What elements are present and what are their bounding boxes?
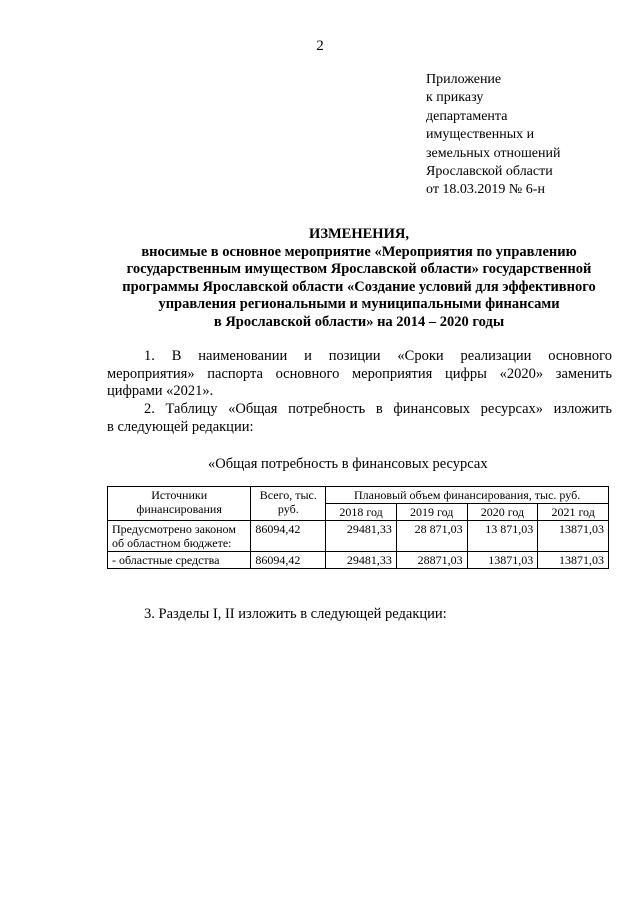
appendix-line: департамента <box>426 108 508 124</box>
header-planned: Плановый объем финансирования, тыс. руб. <box>326 487 609 504</box>
title-line: вносимые в основное мероприятие «Мероприятия по управлению <box>141 243 577 260</box>
financing-table <box>107 486 609 569</box>
cell-value: 28871,03 <box>396 552 467 569</box>
cell-value: 28 871,03 <box>396 521 467 552</box>
paragraph-3: 3. Разделы I, II изложить в следующей редакции: <box>144 606 447 622</box>
cell-total: 86094,42 <box>251 552 326 569</box>
cell-source: - областные средства <box>108 552 251 569</box>
title-line: государственным имуществом Ярославской области» государственной <box>126 261 592 278</box>
header-total: Всего, тыс. руб. <box>251 487 326 521</box>
document-title <box>98 226 620 332</box>
appendix-line: имущественных и <box>426 127 535 143</box>
cell-value: 13871,03 <box>538 521 609 552</box>
title-line: в Ярославской области» на 2014 – 2020 годы <box>213 313 505 330</box>
cell-value: 13871,03 <box>467 552 538 569</box>
paragraph-line: в следующей редакции: <box>107 418 254 435</box>
paragraph-line: мероприятия» паспорта основного мероприятия цифры «2020» заменить <box>107 365 612 382</box>
title-line: управления региональными и муниципальными финансами <box>158 296 560 313</box>
appendix-line: Ярославской области <box>426 164 553 180</box>
cell-total: 86094,42 <box>251 521 326 552</box>
paragraph-2 <box>107 401 612 436</box>
cell-value: 13 871,03 <box>467 521 538 552</box>
table-caption: «Общая потребность в финансовых ресурсах <box>208 456 488 472</box>
title-heading: ИЗМЕНЕНИЯ, <box>309 226 409 242</box>
table-row <box>108 552 609 569</box>
paragraph-line: 2. Таблицу «Общая потребность в финансовых ресурсах» изложить <box>144 401 612 417</box>
cell-value: 29481,33 <box>326 552 397 569</box>
paragraph-line: цифрами «2021». <box>107 383 214 400</box>
appendix-block <box>426 71 626 200</box>
appendix-line: от 18.03.2019 № 6-н <box>426 182 545 198</box>
paragraph-line: 1. В наименовании и позиции «Сроки реализации основного <box>144 348 612 364</box>
appendix-line: Приложение <box>426 72 502 87</box>
cell-source: Предусмотрено законом об областном бюджете: <box>108 521 251 552</box>
cell-value: 29481,33 <box>326 521 397 552</box>
header-year: 2019 год <box>396 504 467 521</box>
header-source: Источники финансирования <box>108 487 251 521</box>
header-year: 2020 год <box>467 504 538 521</box>
header-year: 2018 год <box>326 504 397 521</box>
page-number: 2 <box>316 38 324 54</box>
title-line: программы Ярославской области «Создание условий для эффективного <box>122 278 596 295</box>
appendix-line: земельных отношений <box>426 145 561 161</box>
table-row <box>108 521 609 552</box>
appendix-line: к приказу <box>426 90 484 106</box>
cell-value: 13871,03 <box>538 552 609 569</box>
paragraph-1 <box>107 348 612 401</box>
header-year: 2021 год <box>538 504 609 521</box>
